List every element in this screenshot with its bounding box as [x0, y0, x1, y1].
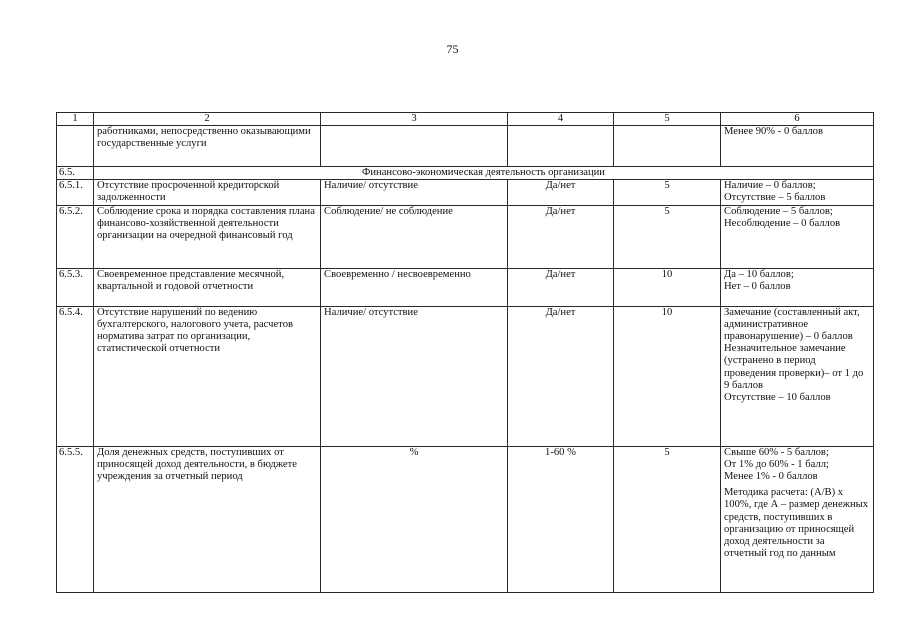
score-line: Наличие – 0 баллов; — [724, 180, 816, 192]
row-scores — [721, 447, 874, 593]
row-unit: Да/нет — [508, 206, 614, 269]
score-line: Несоблюдение – 0 баллов — [724, 218, 841, 230]
row-max-score: 5 — [614, 447, 721, 593]
row-measure: Наличие/ отсутствие — [321, 307, 508, 447]
continuation-measure — [321, 126, 508, 167]
score-line: Нет – 0 баллов — [724, 281, 791, 293]
continuation-unit — [508, 126, 614, 167]
header-col-4: 4 — [508, 113, 614, 126]
header-col-1: 1 — [57, 113, 94, 126]
score-line: Менее 1% - 0 баллов — [724, 471, 818, 483]
continuation-num — [57, 126, 94, 167]
continuation-scores: Менее 90% - 0 баллов — [721, 126, 874, 167]
row-unit: Да/нет — [508, 269, 614, 307]
row-number: 6.5.1. — [57, 180, 94, 206]
row-measure: % — [321, 447, 508, 593]
score-line: Отсутствие – 10 баллов — [724, 391, 831, 403]
score-line: Соблюдение – 5 баллов; — [724, 206, 833, 218]
row-indicator: Соблюдение срока и порядка составления плана финансово-хозяйственной деятельности организации на очередной финансовый год — [94, 206, 321, 269]
row-measure: Соблюдение/ не соблюдение — [321, 206, 508, 269]
table-row — [57, 307, 874, 447]
row-indicator: Отсутствие просроченной кредиторской задолженности — [94, 180, 321, 206]
section-row — [57, 167, 874, 180]
row-max-score: 10 — [614, 307, 721, 447]
section-title: Финансово-экономическая деятельность организации — [94, 167, 874, 180]
continuation-max — [614, 126, 721, 167]
table-row — [57, 180, 874, 206]
table-row — [57, 206, 874, 269]
row-number: 6.5.2. — [57, 206, 94, 269]
row-indicator: Своевременное представление месячной, квартальной и годовой отчетности — [94, 269, 321, 307]
continuation-indicator: работниками, непосредственно оказывающими государственные услуги — [94, 126, 321, 167]
row-unit: Да/нет — [508, 307, 614, 447]
score-line: Незначительное замечание (устранено в период проведения проверки)– от 1 до 9 баллов — [724, 343, 864, 391]
row-indicator: Доля денежных средств, поступивших от приносящей доход деятельности, в бюджете учреждения за отчетный период — [94, 447, 321, 593]
row-max-score: 5 — [614, 180, 721, 206]
row-scores — [721, 206, 874, 269]
criteria-table — [56, 112, 874, 593]
row-unit: Да/нет — [508, 180, 614, 206]
header-col-6: 6 — [721, 113, 874, 126]
row-number: 6.5.3. — [57, 269, 94, 307]
score-line: Замечание (составленный акт, административное правонарушение) – 0 баллов — [724, 307, 860, 343]
row-max-score: 5 — [614, 206, 721, 269]
row-measure: Своевременно / несвоевременно — [321, 269, 508, 307]
header-col-3: 3 — [321, 113, 508, 126]
header-col-2: 2 — [94, 113, 321, 126]
score-line: От 1% до 60% - 1 балл; — [724, 459, 829, 471]
calculation-method: Методика расчета: (А/В) х 100%, где А – размер денежных средств, поступивших в организацию от приносящей доход деятельности за отчетный год по данным — [724, 487, 869, 559]
header-col-5: 5 — [614, 113, 721, 126]
score-line: Свыше 60% - 5 баллов; — [724, 447, 829, 459]
row-scores — [721, 180, 874, 206]
row-number: 6.5.5. — [57, 447, 94, 593]
table-row — [57, 447, 874, 593]
row-max-score: 10 — [614, 269, 721, 307]
row-indicator: Отсутствие нарушений по ведению бухгалтерского, налогового учета, расчетов норматива затрат по организации, статистической отчетности — [94, 307, 321, 447]
row-number: 6.5.4. — [57, 307, 94, 447]
row-scores — [721, 307, 874, 447]
section-number: 6.5. — [57, 167, 94, 180]
table-row — [57, 269, 874, 307]
row-unit: 1-60 % — [508, 447, 614, 593]
score-line: Отсутствие – 5 баллов — [724, 192, 826, 204]
score-line: Да – 10 баллов; — [724, 269, 794, 281]
page-number: 75 — [446, 42, 459, 56]
row-measure: Наличие/ отсутствие — [321, 180, 508, 206]
header-row — [57, 113, 874, 126]
row-scores — [721, 269, 874, 307]
continuation-row — [57, 126, 874, 167]
